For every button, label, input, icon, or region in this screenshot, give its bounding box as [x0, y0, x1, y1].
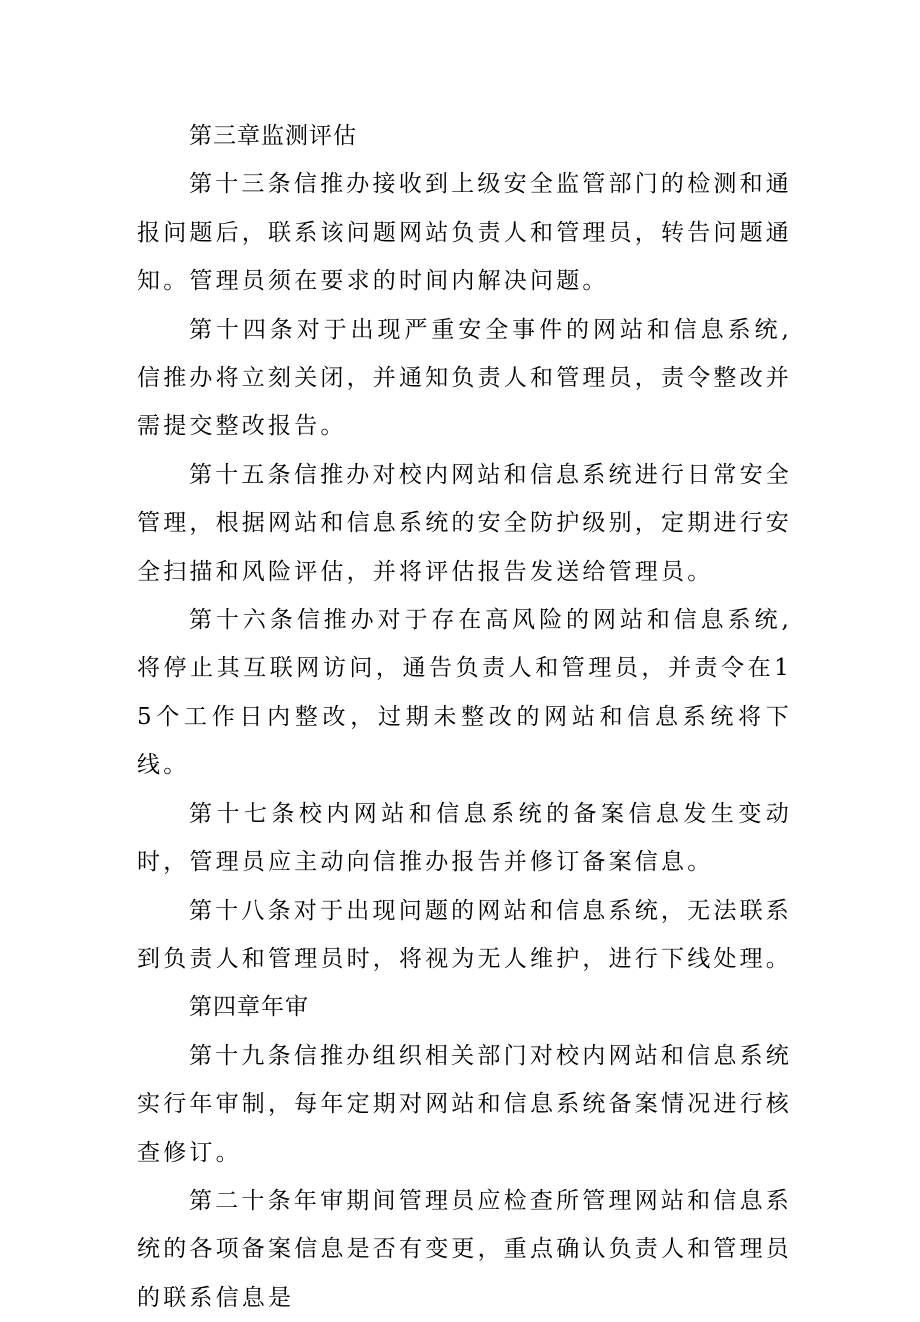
chapter-heading-4: 第四章年审 [189, 994, 309, 1021]
article-15: 第十五条信推办对校内网站和信息系统进行日常安全管理，根据网站和信息系统的安全防护级别，定期进行安全扫描和风险评估，并将评估报告发送给管理员。 [137, 461, 792, 585]
article-17: 第十七条校内网站和信息系统的备案信息发生变动时，管理员应主动向信推办报告并修订备案信息。 [137, 800, 792, 876]
article-14: 第十四条对于出现严重安全事件的网站和信息系统,信推办将立刻关闭，并通知负责人和管理员，责令整改并需提交整改报告。 [137, 316, 792, 440]
article-19: 第十九条信推办组织相关部门对校内网站和信息系统实行年审制，每年定期对网站和信息系统备案情况进行核查修订。 [137, 1042, 792, 1166]
document-body [137, 112, 792, 1322]
article-18: 第十八条对于出现问题的网站和信息系统，无法联系到负责人和管理员时，将视为无人维护，进行下线处理。 [137, 897, 792, 972]
article-13: 第十三条信推办接收到上级安全监管部门的检测和通报问题后，联系该问题网站负责人和管理员，转告问题通知。管理员须在要求的时间内解决问题。 [137, 171, 792, 295]
chapter-heading-3: 第三章监测评估 [189, 123, 357, 149]
article-16: 第十六条信推办对于存在高风险的网站和信息系统,将停止其互联网访问，通告负责人和管理员，并责令在15个工作日内整改，过期未整改的网站和信息系统将下线。 [137, 607, 792, 779]
article-20: 第二十条年审期间管理员应检查所管理网站和信息系统的各项备案信息是否有变更，重点确认负责人和管理员的联系信息是 [137, 1187, 792, 1311]
